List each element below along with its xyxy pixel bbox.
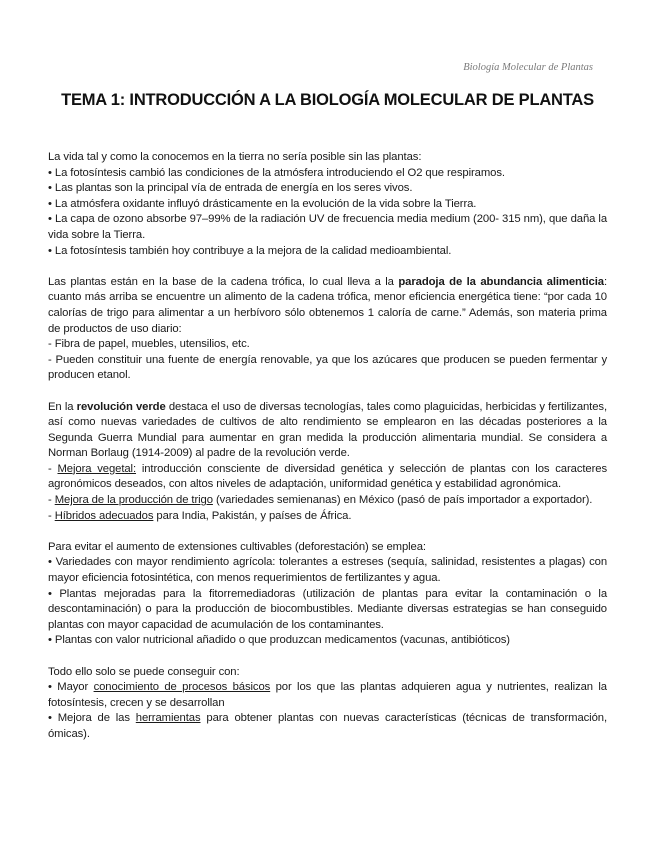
text-run: - bbox=[48, 509, 55, 522]
page-title: TEMA 1: INTRODUCCIÓN A LA BIOLOGÍA MOLECULAR DE PLANTAS bbox=[61, 91, 594, 109]
section3-dash-1 bbox=[48, 462, 607, 493]
underlined-term: Mejora vegetal: bbox=[57, 462, 137, 475]
section2-dash-2: - Pueden constituir una fuente de energía renovable, ya que los azúcares que producen se pueden fermentar y producen etanol. bbox=[48, 353, 607, 382]
section2-dash-1: - Fibra de papel, muebles, utensilios, etc. bbox=[48, 338, 250, 351]
underlined-term: Híbridos adecuados bbox=[54, 509, 154, 522]
section3-dash-3 bbox=[48, 509, 607, 525]
running-header: Biología Molecular de Plantas bbox=[463, 62, 593, 73]
section5-bullet-1 bbox=[48, 680, 607, 711]
section3-paragraph bbox=[48, 400, 607, 462]
underlined-term: herramientas bbox=[135, 712, 201, 725]
text-run: - bbox=[48, 462, 58, 475]
bold-term-paradoja: paradoja de la abundancia alimenticia bbox=[398, 275, 604, 288]
text-run: En la bbox=[48, 400, 77, 413]
text-run: : cuanto más arriba se encuentre un alimento de la cadena trófica, menor eficiencia energética tiene: “por cada 10 calorías de trigo para alimentar a un herbívoro sólo obtenemos 1 caloría de carne.” Además, son materia prima de productos de uso diario: bbox=[48, 275, 607, 335]
document-body bbox=[48, 150, 607, 743]
text-run: • Mayor bbox=[48, 681, 94, 694]
text-run: • Mejora de las bbox=[48, 712, 136, 725]
text-run: para obtener plantas con nuevas características (técnicas de transformación, ómicas). bbox=[48, 712, 607, 740]
text-run: - bbox=[48, 494, 55, 507]
text-run: destaca el uso de diversas tecnologías, tales como plaguicidas, herbicidas y fertilizantes, así como nuevas variedades de cultivos de alto rendimiento se emplearon en las décadas posteriores a la Segunda Guerra Mundial para aumentar en gran medida la producción alimentaria mundial. Se considera a Norman Borlaug (1914-2009) al padre de la revolución verde. bbox=[48, 400, 607, 460]
text-run: por los que las plantas adquieren agua y nutrientes, realizan la fotosíntesis, crecen y se desarrollan bbox=[48, 681, 607, 709]
text-run: para India, Pakistán, y países de África. bbox=[153, 509, 352, 522]
bold-term-revolucion-verde: revolución verde bbox=[76, 400, 166, 413]
section5-bullet-2 bbox=[48, 711, 607, 742]
section3-dash-2 bbox=[48, 493, 607, 509]
section4-bullet-2: • Plantas mejoradas para la fitorremediadoras (utilización de plantas para evitar la contaminación o la descontaminación) o para la producción de biocombustibles. Mediante diversas estrategias se han conseguido plantas con mayor capacidad de acumulación de los contaminantes. bbox=[48, 587, 607, 631]
text-run: (variedades semienanas) en México (pasó de país importador a exportador). bbox=[212, 494, 593, 507]
section5-intro: Todo ello solo se puede conseguir con: bbox=[48, 665, 240, 678]
text-run: Las plantas están en la base de la cadena trófica, lo cual lleva a la bbox=[48, 275, 399, 288]
section1-bullet-1: • La fotosíntesis cambió las condiciones de la atmósfera introduciendo el O2 que respiramos. bbox=[48, 166, 505, 179]
section2-paragraph bbox=[48, 275, 607, 337]
section1-bullet-3: • La atmósfera oxidante influyó drásticamente en la evolución de la vida sobre la Tierra. bbox=[48, 197, 477, 210]
underlined-term: conocimiento de procesos básicos bbox=[93, 681, 271, 694]
section1-bullet-5: • La fotosíntesis también hoy contribuye a la mejora de la calidad medioambiental. bbox=[48, 244, 452, 257]
section4-bullet-1: • Variedades con mayor rendimiento agrícola: tolerantes a estreses (sequía, salinidad, resistentes a plagas) con mayor eficiencia fotosintética, con menos requerimientos de fertilizantes y agua. bbox=[48, 556, 607, 585]
section1-bullet-4: • La capa de ozono absorbe 97–99% de la radiación UV de frecuencia media medium (200- 315 nm), que daña la vida sobre la Tierra. bbox=[48, 213, 607, 241]
section4-bullet-3: • Plantas con valor nutricional añadido o que produzcan medicamentos (vacunas, antibióticos) bbox=[48, 634, 510, 647]
section4-intro: Para evitar el aumento de extensiones cultivables (deforestación) se emplea: bbox=[48, 540, 426, 553]
underlined-term: Mejora de la producción de trigo bbox=[54, 494, 213, 507]
section1-bullet-2: • Las plantas son la principal vía de entrada de energía en los seres vivos. bbox=[48, 182, 413, 195]
text-run: introducción consciente de diversidad genética y selección de plantas con los caracteres agronómicos deseados, con altos niveles de adaptación, uniformidad genética y estabilidad agronómica. bbox=[48, 462, 607, 491]
section1-intro: La vida tal y como la conocemos en la tierra no sería posible sin las plantas: bbox=[48, 151, 422, 163]
